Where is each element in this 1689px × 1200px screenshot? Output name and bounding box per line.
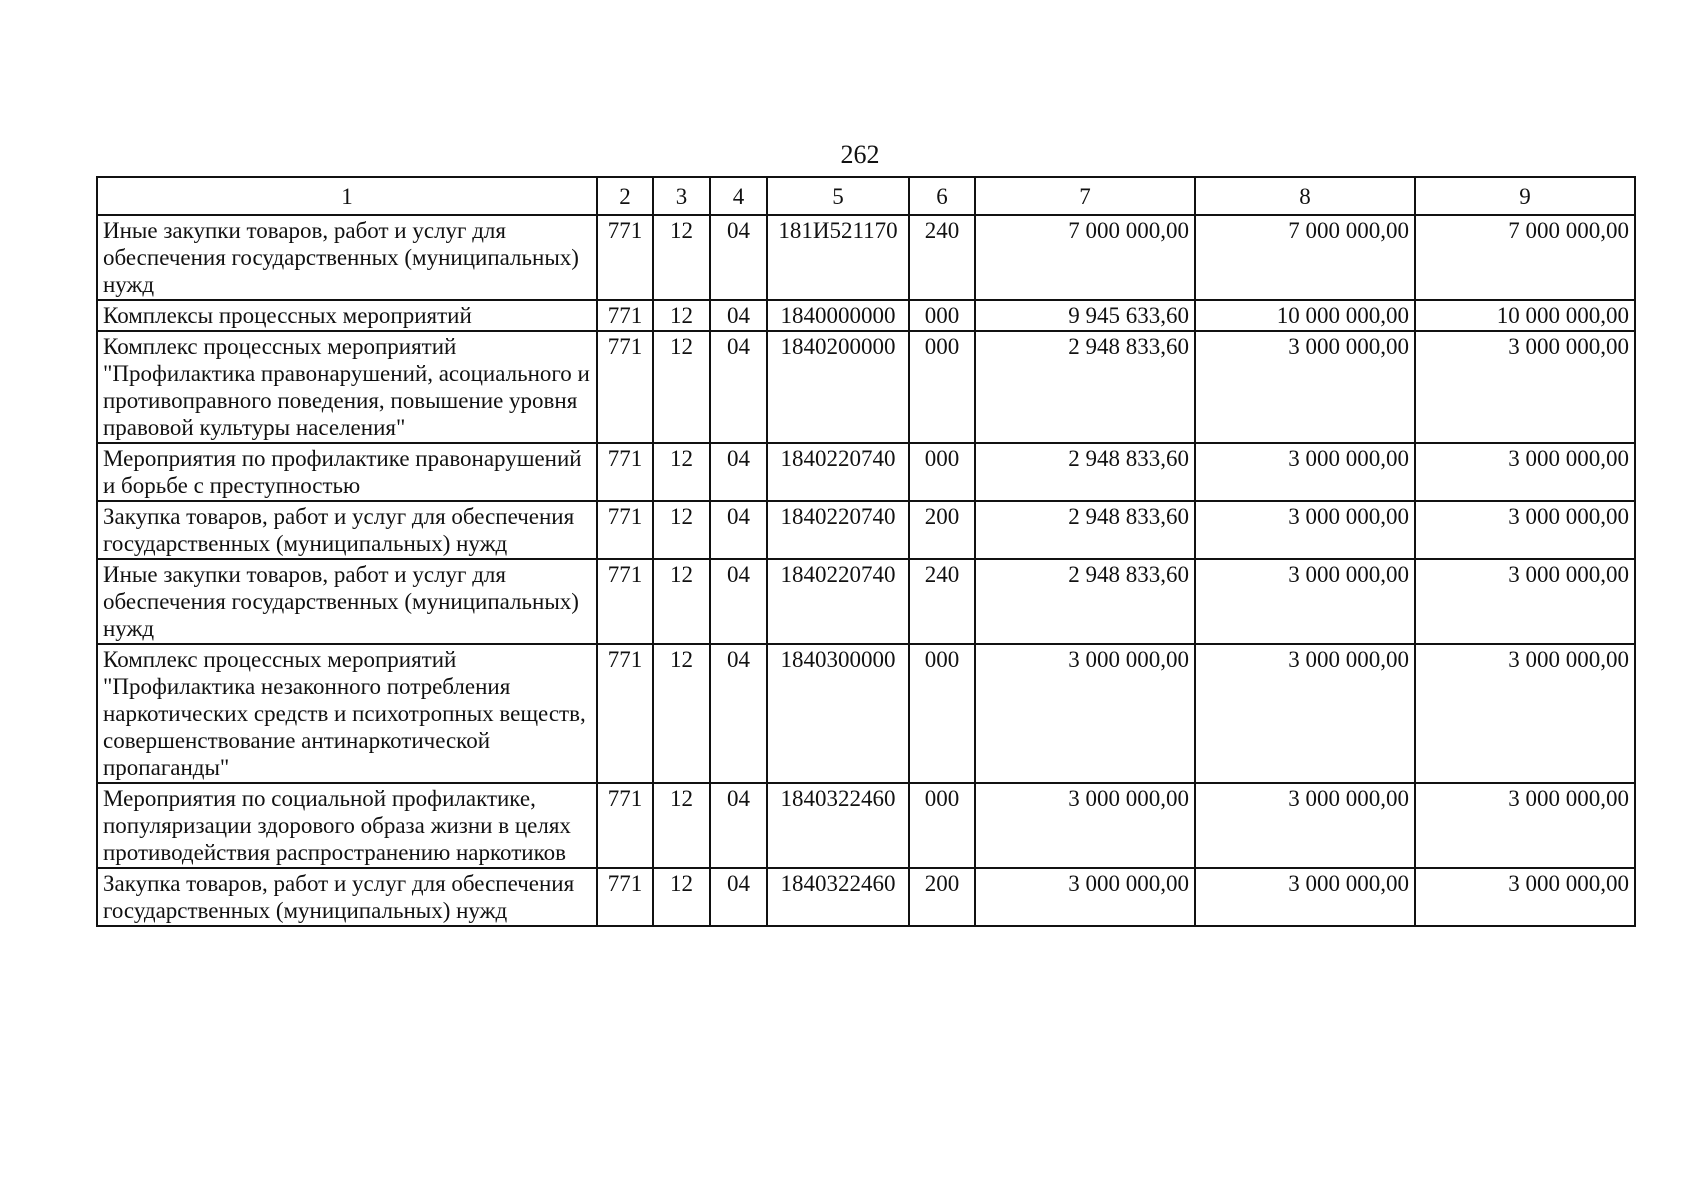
amount-col-7: 2 948 833,60 bbox=[975, 559, 1195, 644]
item-name: Комплексы процессных мероприятий bbox=[97, 300, 597, 331]
amount-col-8: 3 000 000,00 bbox=[1195, 559, 1415, 644]
amount-col-7: 3 000 000,00 bbox=[975, 783, 1195, 868]
amount-col-8: 3 000 000,00 bbox=[1195, 644, 1415, 783]
header-cell-1: 1 bbox=[97, 177, 597, 215]
table-row bbox=[97, 443, 1635, 501]
target-article-code: 1840220740 bbox=[767, 559, 909, 644]
page-number: 262 bbox=[840, 140, 880, 169]
header-cell-7: 7 bbox=[975, 177, 1195, 215]
amount-col-9: 3 000 000,00 bbox=[1415, 868, 1635, 926]
header-cell-2: 2 bbox=[597, 177, 653, 215]
subsection-code: 04 bbox=[710, 783, 767, 868]
expense-type-code: 000 bbox=[909, 783, 975, 868]
expense-type-code: 240 bbox=[909, 215, 975, 300]
subsection-code: 04 bbox=[710, 868, 767, 926]
section-code: 12 bbox=[653, 783, 710, 868]
admin-code: 771 bbox=[597, 783, 653, 868]
amount-col-8: 3 000 000,00 bbox=[1195, 331, 1415, 443]
expense-type-code: 000 bbox=[909, 644, 975, 783]
section-code: 12 bbox=[653, 501, 710, 559]
section-code: 12 bbox=[653, 215, 710, 300]
subsection-code: 04 bbox=[710, 443, 767, 501]
amount-col-7: 2 948 833,60 bbox=[975, 331, 1195, 443]
amount-col-7: 7 000 000,00 bbox=[975, 215, 1195, 300]
amount-col-7: 2 948 833,60 bbox=[975, 501, 1195, 559]
header-cell-6: 6 bbox=[909, 177, 975, 215]
subsection-code: 04 bbox=[710, 644, 767, 783]
header-row bbox=[97, 177, 1635, 215]
amount-col-9: 7 000 000,00 bbox=[1415, 215, 1635, 300]
item-name: Иные закупки товаров, работ и услуг для обеспечения государственных (муниципальных) нужд bbox=[97, 559, 597, 644]
section-code: 12 bbox=[653, 331, 710, 443]
header-cell-4: 4 bbox=[710, 177, 767, 215]
amount-col-8: 3 000 000,00 bbox=[1195, 868, 1415, 926]
amount-col-7: 3 000 000,00 bbox=[975, 868, 1195, 926]
table-row bbox=[97, 559, 1635, 644]
table-row bbox=[97, 215, 1635, 300]
item-name: Мероприятия по профилактике правонарушений и борьбе с преступностью bbox=[97, 443, 597, 501]
target-article-code: 1840300000 bbox=[767, 644, 909, 783]
table-row bbox=[97, 868, 1635, 926]
amount-col-8: 10 000 000,00 bbox=[1195, 300, 1415, 331]
amount-col-7: 9 945 633,60 bbox=[975, 300, 1195, 331]
section-code: 12 bbox=[653, 300, 710, 331]
expense-type-code: 200 bbox=[909, 868, 975, 926]
section-code: 12 bbox=[653, 868, 710, 926]
amount-col-9: 3 000 000,00 bbox=[1415, 644, 1635, 783]
amount-col-7: 2 948 833,60 bbox=[975, 443, 1195, 501]
section-code: 12 bbox=[653, 559, 710, 644]
subsection-code: 04 bbox=[710, 559, 767, 644]
admin-code: 771 bbox=[597, 331, 653, 443]
amount-col-9: 3 000 000,00 bbox=[1415, 501, 1635, 559]
target-article-code: 1840200000 bbox=[767, 331, 909, 443]
target-article-code: 1840322460 bbox=[767, 783, 909, 868]
table-row bbox=[97, 331, 1635, 443]
admin-code: 771 bbox=[597, 559, 653, 644]
subsection-code: 04 bbox=[710, 215, 767, 300]
subsection-code: 04 bbox=[710, 331, 767, 443]
admin-code: 771 bbox=[597, 215, 653, 300]
item-name: Комплекс процессных мероприятий "Профилактика незаконного потребления наркотических средств и психотропных веществ, совершенствование антинаркотической пропаганды" bbox=[97, 644, 597, 783]
item-name: Мероприятия по социальной профилактике, популяризации здорового образа жизни в целях противодействия распространению наркотиков bbox=[97, 783, 597, 868]
target-article-code: 1840000000 bbox=[767, 300, 909, 331]
amount-col-9: 3 000 000,00 bbox=[1415, 331, 1635, 443]
subsection-code: 04 bbox=[710, 501, 767, 559]
target-article-code: 1840220740 bbox=[767, 443, 909, 501]
amount-col-9: 3 000 000,00 bbox=[1415, 443, 1635, 501]
item-name: Комплекс процессных мероприятий "Профилактика правонарушений, асоциального и противоправного поведения, повышение уровня правовой культуры населения" bbox=[97, 331, 597, 443]
expense-type-code: 200 bbox=[909, 501, 975, 559]
target-article-code: 1840220740 bbox=[767, 501, 909, 559]
header-cell-5: 5 bbox=[767, 177, 909, 215]
expense-type-code: 000 bbox=[909, 300, 975, 331]
admin-code: 771 bbox=[597, 300, 653, 331]
amount-col-9: 3 000 000,00 bbox=[1415, 783, 1635, 868]
amount-col-9: 10 000 000,00 bbox=[1415, 300, 1635, 331]
header-cell-3: 3 bbox=[653, 177, 710, 215]
admin-code: 771 bbox=[597, 443, 653, 501]
admin-code: 771 bbox=[597, 868, 653, 926]
section-code: 12 bbox=[653, 644, 710, 783]
expense-type-code: 000 bbox=[909, 331, 975, 443]
admin-code: 771 bbox=[597, 501, 653, 559]
header-cell-8: 8 bbox=[1195, 177, 1415, 215]
header-cell-9: 9 bbox=[1415, 177, 1635, 215]
expense-type-code: 240 bbox=[909, 559, 975, 644]
section-code: 12 bbox=[653, 443, 710, 501]
amount-col-8: 7 000 000,00 bbox=[1195, 215, 1415, 300]
table-row bbox=[97, 501, 1635, 559]
target-article-code: 181И521170 bbox=[767, 215, 909, 300]
amount-col-8: 3 000 000,00 bbox=[1195, 501, 1415, 559]
table-row bbox=[97, 783, 1635, 868]
item-name: Иные закупки товаров, работ и услуг для обеспечения государственных (муниципальных) нужд bbox=[97, 215, 597, 300]
table-row bbox=[97, 300, 1635, 331]
amount-col-9: 3 000 000,00 bbox=[1415, 559, 1635, 644]
item-name: Закупка товаров, работ и услуг для обеспечения государственных (муниципальных) нужд bbox=[97, 501, 597, 559]
target-article-code: 1840322460 bbox=[767, 868, 909, 926]
admin-code: 771 bbox=[597, 644, 653, 783]
amount-col-8: 3 000 000,00 bbox=[1195, 783, 1415, 868]
budget-table bbox=[96, 176, 1636, 927]
amount-col-7: 3 000 000,00 bbox=[975, 644, 1195, 783]
table-row bbox=[97, 644, 1635, 783]
subsection-code: 04 bbox=[710, 300, 767, 331]
expense-type-code: 000 bbox=[909, 443, 975, 501]
item-name: Закупка товаров, работ и услуг для обеспечения государственных (муниципальных) нужд bbox=[97, 868, 597, 926]
amount-col-8: 3 000 000,00 bbox=[1195, 443, 1415, 501]
